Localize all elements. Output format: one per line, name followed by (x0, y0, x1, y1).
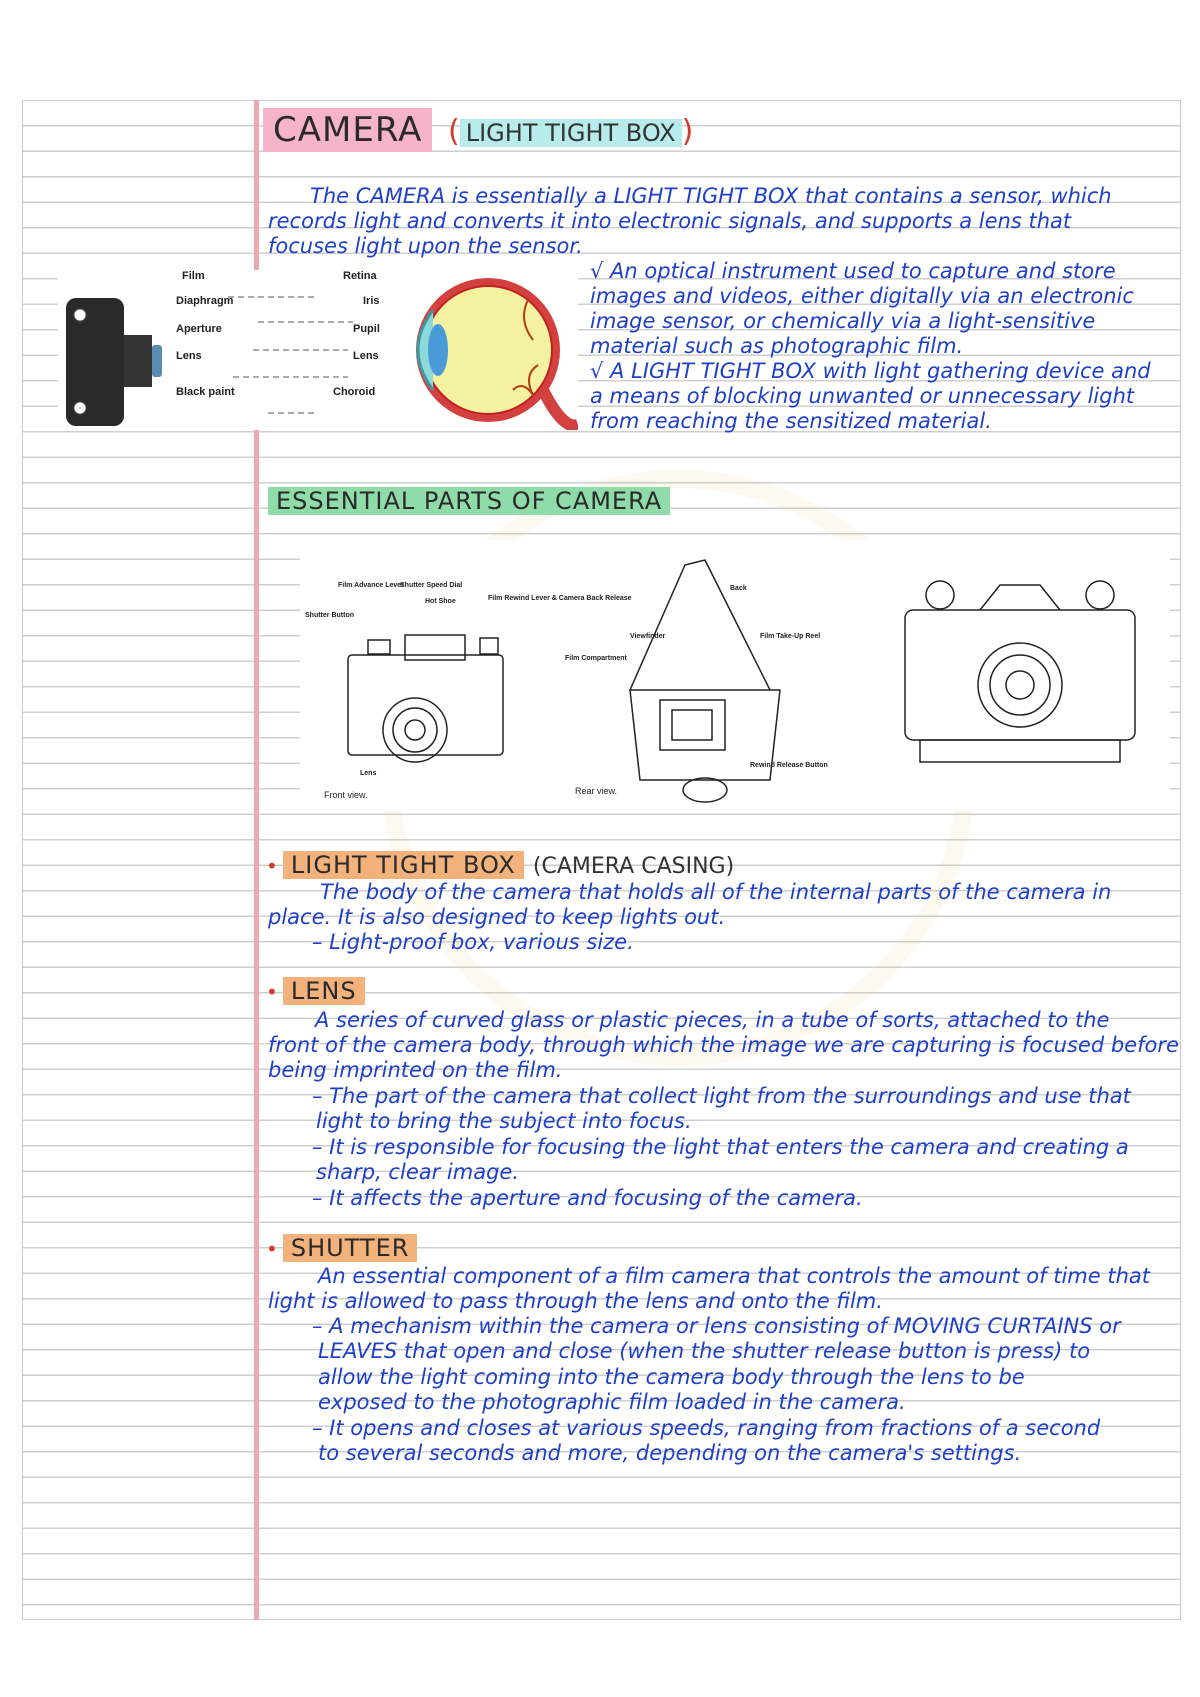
camera-parts-figures (300, 540, 1170, 810)
eye-right-label: Pupil (353, 323, 380, 335)
section-line: place. It is also designed to keep lights out. (268, 905, 726, 929)
front-label: Shutter Button (305, 612, 354, 619)
front-label: Hot Shoe (425, 598, 456, 605)
eye-right-label: Retina (343, 270, 377, 282)
camera-eye-illustration (58, 270, 578, 430)
definition-line: image sensor, or chemically via a light-sensitive (590, 309, 1096, 333)
rear-view-caption: Rear view. (575, 786, 618, 796)
rear-label: Back (730, 585, 747, 592)
eye-left-label: Aperture (176, 323, 222, 335)
section-line: – The part of the camera that collect light from the surroundings and use that (312, 1084, 1131, 1108)
subtitle-text: LIGHT TIGHT BOX (460, 119, 682, 147)
eye-left-label: Lens (176, 350, 202, 362)
section-line: – Light-proof box, various size. (312, 930, 634, 954)
front-label: Film Rewind Lever & Camera Back Release (488, 595, 632, 602)
section-heading: LENS (283, 977, 365, 1005)
section-line: A series of curved glass or plastic pieces, in a tube of sorts, attached to the (315, 1008, 1110, 1032)
essential-parts-title: ESSENTIAL PARTS OF CAMERA (268, 487, 670, 515)
camera-parts-illustration (300, 540, 1170, 810)
front-label: Film Advance Lever (338, 582, 404, 589)
definition-line: images and videos, either digitally via an electronic (590, 284, 1134, 308)
definition-line: from reaching the sensitized material. (590, 409, 992, 433)
title-main: CAMERA (263, 108, 432, 152)
section-line: exposed to the photographic film loaded in the camera. (318, 1390, 906, 1414)
section-line: sharp, clear image. (316, 1160, 519, 1184)
section-line: – It affects the aperture and focusing of the camera. (312, 1186, 863, 1210)
subtitle-close: ) (681, 114, 694, 149)
section-line: light is allowed to pass through the lens and onto the film. (268, 1289, 883, 1313)
intro-line: The CAMERA is essentially a LIGHT TIGHT BOX that contains a sensor, which (310, 184, 1112, 208)
essential-parts-heading (268, 487, 670, 515)
section-line: light to bring the subject into focus. (316, 1109, 692, 1133)
subtitle-open: ( (448, 114, 460, 149)
section-line: to several seconds and more, depending on the camera's settings. (318, 1441, 1022, 1465)
definition-line: material such as photographic film. (590, 334, 964, 358)
eye-right-label: Choroid (333, 386, 376, 398)
rear-label: Film Take-Up Reel (760, 633, 821, 640)
section-heading-note: (CAMERA CASING) (532, 854, 735, 879)
rear-label: Viewfinder (630, 633, 666, 640)
rear-label: Film Compartment (565, 655, 627, 662)
front-label: Lens (360, 770, 377, 777)
page-subtitle (448, 114, 693, 149)
section-line: being imprinted on the film. (268, 1058, 563, 1082)
page-title (263, 110, 432, 150)
eye-left-label: Diaphragm (176, 295, 234, 307)
section-line: – It opens and closes at various speeds, ranging from fractions of a second (312, 1416, 1101, 1440)
definition-line: √ An optical instrument used to capture and store (590, 259, 1116, 283)
eye-left-label: Black paint (176, 386, 235, 398)
rear-label: Rewind Release Button (750, 762, 828, 769)
section-heading: LIGHT TIGHT BOX (283, 851, 524, 879)
section-heading-lens: • LENS (266, 977, 365, 1005)
eye-right-label: Lens (353, 350, 379, 362)
front-view-caption: Front view. (324, 790, 368, 800)
definition-line: a means of blocking unwanted or unnecessary light (590, 384, 1135, 408)
intro-line: focuses light upon the sensor. (268, 234, 583, 258)
section-line: front of the camera body, through which the image we are capturing is focused before (268, 1033, 1179, 1057)
section-heading-light-tight-box: • LIGHT TIGHT BOX (CAMERA CASING) (266, 851, 735, 879)
definition-line: √ A LIGHT TIGHT BOX with light gathering device and (590, 359, 1151, 383)
section-line: – A mechanism within the camera or lens consisting of MOVING CURTAINS or (312, 1314, 1121, 1338)
section-heading-shutter: • SHUTTER (266, 1234, 417, 1262)
eye-left-label: Film (182, 270, 205, 282)
section-line: An essential component of a film camera that controls the amount of time that (318, 1264, 1150, 1288)
front-label: Shutter Speed Dial (400, 582, 463, 589)
intro-line: records light and converts it into electronic signals, and supports a lens that (268, 209, 1072, 233)
eye-right-label: Iris (363, 295, 380, 307)
camera-eye-diagram (58, 270, 578, 430)
section-line: allow the light coming into the camera body through the lens to be (318, 1365, 1025, 1389)
section-line: – It is responsible for focusing the light that enters the camera and creating a (312, 1135, 1129, 1159)
section-heading: SHUTTER (283, 1234, 418, 1262)
section-line: The body of the camera that holds all of the internal parts of the camera in (320, 880, 1112, 904)
section-line: LEAVES that open and close (when the shutter release button is press) to (318, 1339, 1091, 1363)
